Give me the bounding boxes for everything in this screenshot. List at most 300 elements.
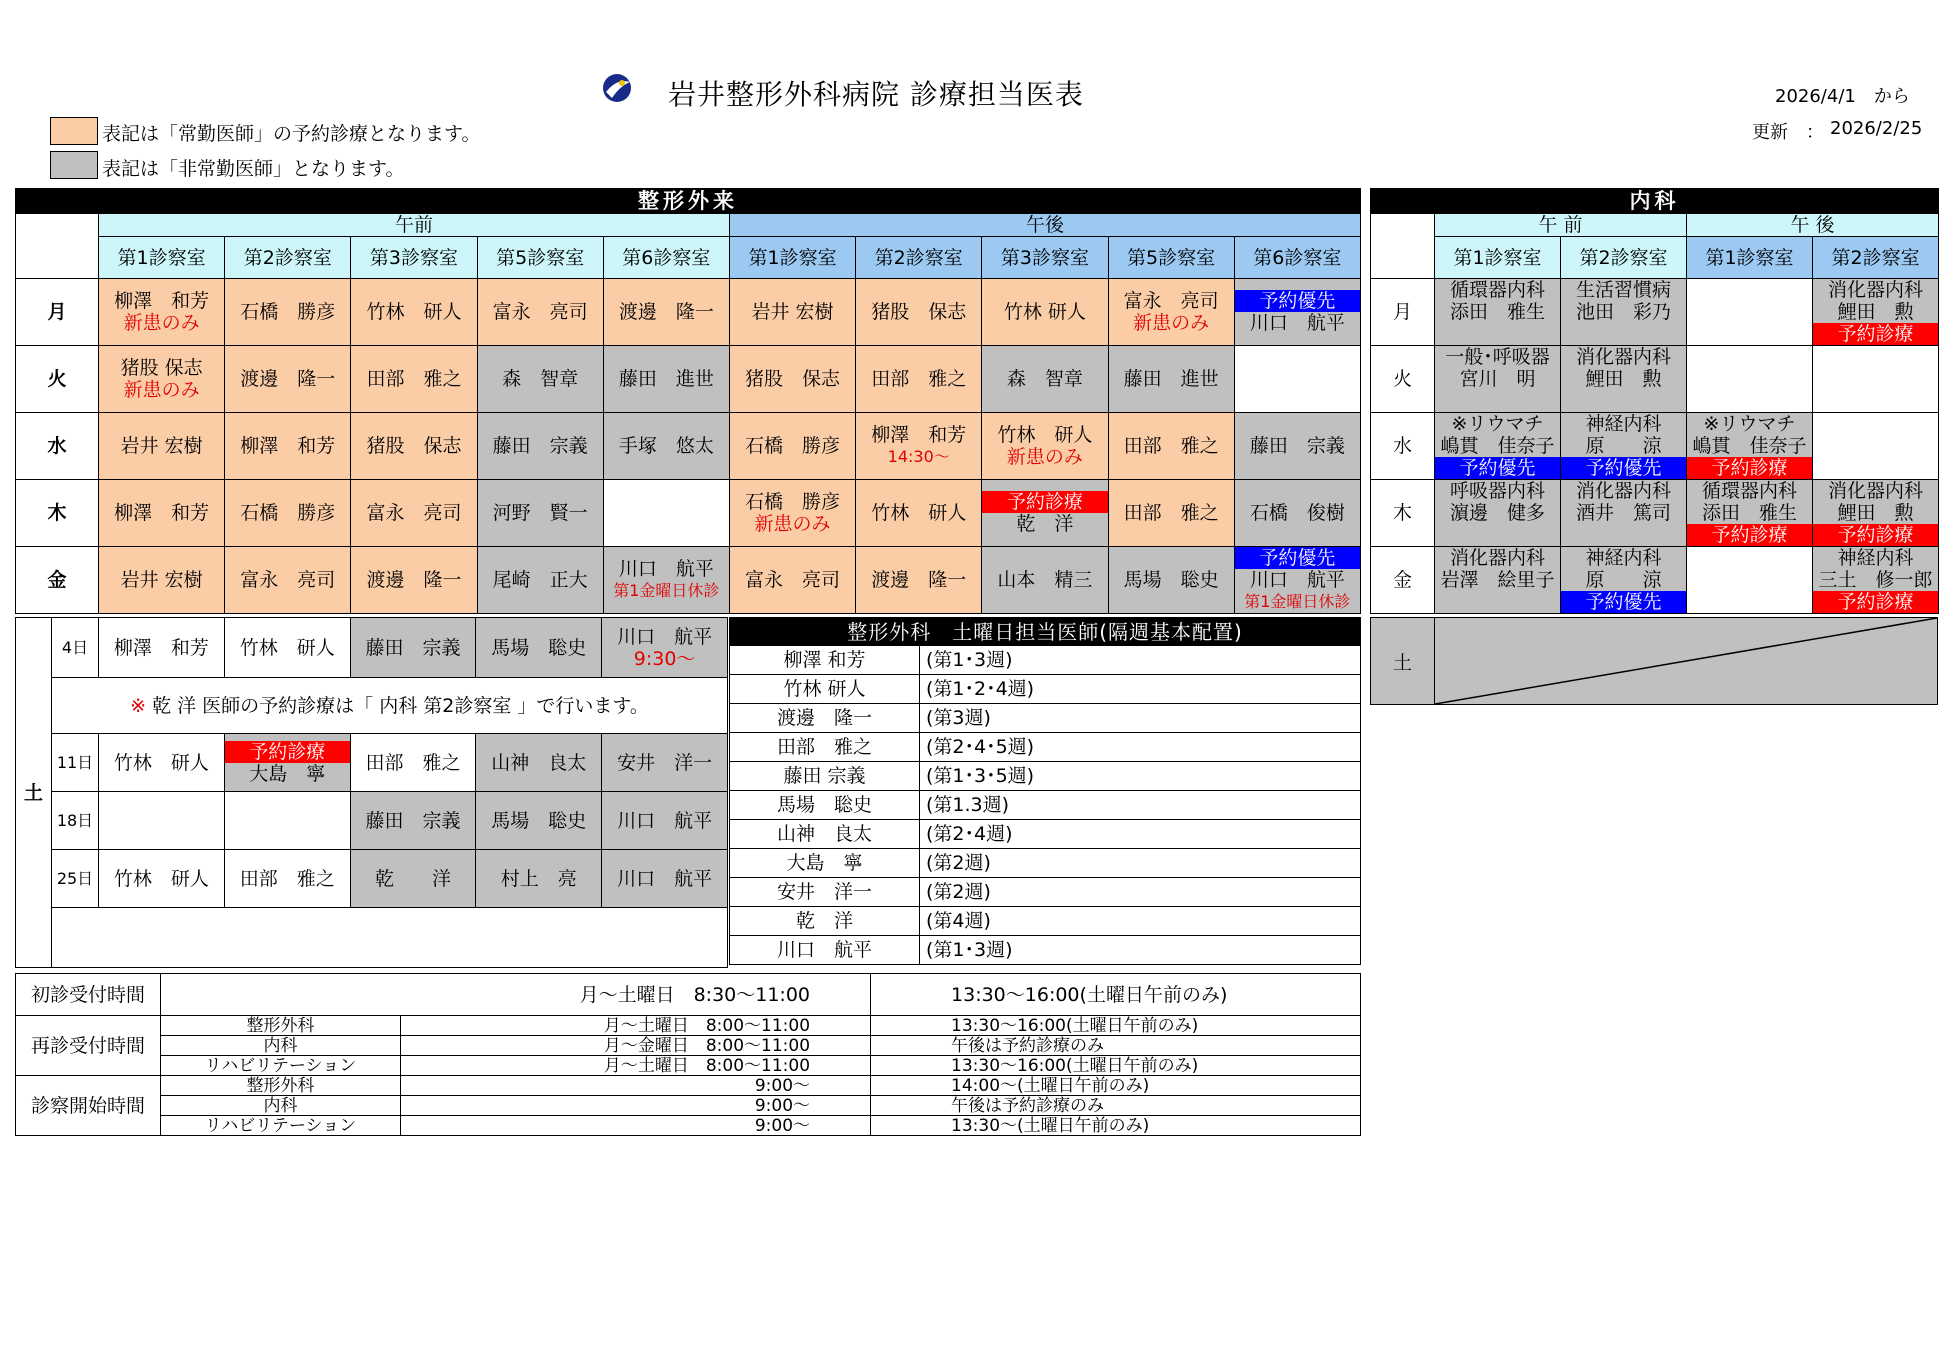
internal-dept: 消化器内科 (1828, 480, 1924, 502)
doctor-name: 森 智章 (502, 368, 579, 390)
internal-doctor-name: 鯉田 勲 (1585, 368, 1662, 390)
doctor-name: 川口 航平 (617, 867, 713, 890)
legend-parttime: 表記は「非常勤医師」となります。 (102, 158, 405, 180)
doctor-note: 第1金曜日休診 (613, 581, 720, 600)
revisit-dept: 内科 (161, 1036, 401, 1056)
internal-doctor-cell (1435, 480, 1561, 547)
sat-doctor-cell (476, 850, 602, 908)
internal-title: 内科 (1371, 189, 1939, 214)
internal-doctor-name: 嶋貫 佳奈子 (1692, 435, 1807, 457)
doctor-name: 猪股 保志 (366, 435, 462, 457)
doctor-note: 14:30～ (887, 447, 950, 466)
internal-dept: 消化器内科 (1449, 547, 1545, 569)
appointment-badge: 予約診療 (1813, 323, 1938, 345)
doctor-name: 乾 洋 (1016, 513, 1074, 535)
priority-badge: 予約優先 (1561, 591, 1686, 613)
sat-doctor-cell (224, 734, 350, 792)
sat-doctor: 竹林 研人 (730, 675, 920, 704)
internal-doctor-name: 鯉田 勲 (1837, 301, 1914, 323)
internal-doctor-cell (1687, 279, 1813, 346)
start-am: 9:00～ (401, 1076, 871, 1096)
doctor-cell (225, 547, 351, 614)
sat-doctor: 馬場 聡史 (730, 791, 920, 820)
internal-doctor-cell (1813, 279, 1939, 346)
doctor-cell (477, 413, 603, 480)
week-date-label: 11日 (52, 734, 99, 792)
first-visit-am: 月～土曜日 8:30～11:00 (161, 974, 871, 1016)
start-pm: 午後は予約診療のみ (871, 1096, 1361, 1116)
doctor-cell (729, 279, 855, 346)
internal-doctor-name: 宮川 明 (1459, 368, 1536, 390)
room-header-am-3: 第3診察室 (351, 237, 477, 279)
doctor-name: 馬場 聡史 (1123, 569, 1219, 591)
doctor-cell (982, 480, 1108, 547)
doctor-cell (603, 279, 729, 346)
sat-doctor-cell (602, 734, 728, 792)
doctor-cell (351, 413, 477, 480)
internal-doctor-cell (1813, 547, 1939, 614)
doctor-cell (729, 346, 855, 413)
doctor-cell (99, 547, 225, 614)
updated-date: 2026/2/25 (1830, 118, 1923, 139)
doctor-note: 第1金曜日休診 (1244, 592, 1351, 611)
doctor-name: 藤田 宗義 (492, 435, 588, 457)
doctor-name: 藤田 宗義 (365, 636, 461, 659)
sat-doctor-cell (476, 792, 602, 850)
doctor-cell (225, 413, 351, 480)
sat-doctor-cell (99, 792, 225, 850)
sat-doctor-cell (224, 850, 350, 908)
internal-doctor-cell (1813, 413, 1939, 480)
ortho-am-header: 午前 (99, 214, 730, 237)
doctor-cell (1234, 279, 1360, 346)
week-date-label: 4日 (52, 618, 99, 678)
saturday-table (15, 617, 728, 968)
sat-doctor-cell (350, 850, 476, 908)
saturday-assignment-table (729, 617, 1361, 965)
priority-badge: 予約優先 (1235, 547, 1360, 569)
internal-doctor-name: 三土 修一郎 (1818, 569, 1933, 591)
doctor-note: 新患のみ (1006, 446, 1083, 468)
room-header-pm-5: 第6診察室 (1234, 237, 1360, 279)
doctor-name: 大島 寧 (249, 762, 326, 785)
doctor-name: 猪股 保志 (745, 368, 841, 390)
doctor-cell (351, 279, 477, 346)
sat-weeks: (第2週) (920, 849, 1361, 878)
sat-weeks: (第1･2･4週) (920, 675, 1361, 704)
doctor-name: 岩井 宏樹 (751, 301, 834, 323)
internal-room-header-4: 第2診察室 (1813, 237, 1939, 279)
doctor-cell (1108, 279, 1234, 346)
sat-doctor-cell (99, 850, 225, 908)
day-label: 木 (16, 480, 99, 547)
ortho-schedule-table (15, 188, 1361, 614)
doctor-cell (225, 279, 351, 346)
internal-pm-header: 午 後 (1687, 214, 1939, 237)
doctor-cell (1234, 547, 1360, 614)
internal-doctor-name: 酒井 篤司 (1575, 502, 1671, 524)
doctor-cell (1108, 480, 1234, 547)
doctor-cell (477, 279, 603, 346)
start-pm: 13:30～(土曜日午前のみ) (871, 1116, 1361, 1136)
legend-parttime-swatch (50, 151, 98, 179)
ortho-pm-header: 午後 (729, 214, 1360, 237)
internal-doctor-cell (1813, 346, 1939, 413)
internal-dept: 循環器内科 (1449, 279, 1545, 301)
internal-dept: 循環器内科 (1701, 480, 1797, 502)
internal-doctor-cell (1687, 346, 1813, 413)
doctor-cell (982, 346, 1108, 413)
internal-day-label: 金 (1371, 547, 1435, 614)
internal-doctor-cell (1435, 346, 1561, 413)
doctor-name: 猪股 保志 (120, 357, 203, 379)
doctor-name: 柳澤 和芳 (871, 424, 967, 446)
doctor-name: 富永 亮司 (240, 569, 336, 591)
appointment-badge: 予約診療 (982, 491, 1107, 513)
sat-doctor-cell (602, 792, 728, 850)
internal-doctor-cell (1561, 413, 1687, 480)
sat-table-title: 整形外科 土曜日担当医師(隔週基本配置) (730, 618, 1361, 646)
internal-doctor-cell (1435, 279, 1561, 346)
doctor-name: 富永 亮司 (1123, 290, 1219, 312)
doctor-cell (603, 480, 729, 547)
doctor-name: 石橋 俊樹 (1249, 502, 1345, 524)
sat-doctor: 柳澤 和芳 (730, 646, 920, 675)
room-header-am-1: 第1診察室 (99, 237, 225, 279)
note-text: 乾 洋 医師の予約診療は「 内科 第2診察室 」で行います。 (146, 694, 649, 717)
doctor-cell (225, 346, 351, 413)
doctor-cell (1234, 346, 1360, 413)
start-pm: 14:00～(土曜日午前のみ) (871, 1076, 1361, 1096)
doctor-cell (856, 480, 982, 547)
internal-doctor-name: 池田 彩乃 (1575, 301, 1671, 323)
doctor-name: 川口 航平 (617, 625, 713, 648)
doctor-name: 石橋 勝彦 (745, 491, 841, 513)
note-mark: ※ (130, 694, 147, 717)
room-header-pm-1: 第1診察室 (729, 237, 855, 279)
internal-room-header-1: 第1診察室 (1435, 237, 1561, 279)
priority-badge: 予約優先 (1435, 457, 1560, 479)
sat-doctor: 乾 洋 (730, 907, 920, 936)
doctor-cell (99, 413, 225, 480)
internal-corner-cell (1371, 214, 1435, 279)
sat-doctor: 田部 雅之 (730, 733, 920, 762)
priority-badge: 予約優先 (1235, 290, 1360, 312)
saturday-note (52, 678, 728, 734)
revisit-dept: 整形外科 (161, 1016, 401, 1036)
doctor-cell (603, 413, 729, 480)
revisit-pm: 午後は予約診療のみ (871, 1036, 1361, 1056)
room-header-pm-4: 第5診察室 (1108, 237, 1234, 279)
legend-fulltime-swatch (50, 117, 98, 145)
doctor-cell (1108, 547, 1234, 614)
doctor-cell (99, 346, 225, 413)
internal-saturday-row (1370, 617, 1938, 705)
hours-table (15, 973, 1361, 1136)
doctor-name: 富永 亮司 (492, 301, 588, 323)
doctor-name: 田部 雅之 (1123, 502, 1219, 524)
room-header-pm-2: 第2診察室 (856, 237, 982, 279)
doctor-name: 竹林 研人 (113, 751, 209, 774)
saturday-label: 土 (16, 618, 52, 968)
internal-dept: 神経内科 (1837, 547, 1914, 569)
room-header-am-2: 第2診察室 (225, 237, 351, 279)
internal-sat-day: 土 (1371, 618, 1435, 704)
day-label: 水 (16, 413, 99, 480)
internal-day-label: 水 (1371, 413, 1435, 480)
start-dept: 内科 (161, 1096, 401, 1116)
doctor-cell (99, 480, 225, 547)
doctor-cell (856, 547, 982, 614)
revisit-am: 月～土曜日 8:00～11:00 (401, 1056, 871, 1076)
doctor-name: 竹林 研人 (1003, 301, 1086, 323)
internal-dept: ※リウマチ (1703, 413, 1796, 435)
doctor-name: 田部 雅之 (1123, 435, 1219, 457)
day-label: 金 (16, 547, 99, 614)
sat-doctor-cell (602, 618, 728, 678)
doctor-name: 富永 亮司 (745, 569, 841, 591)
internal-doctor-cell (1435, 547, 1561, 614)
doctor-name: 柳澤 和芳 (113, 636, 209, 659)
doctor-note: 9:30～ (633, 647, 696, 670)
doctor-name: 乾 洋 (374, 867, 451, 890)
appointment-badge: 予約診療 (225, 741, 350, 763)
doctor-cell (982, 547, 1108, 614)
internal-doctor-cell (1687, 547, 1813, 614)
doctor-name: 藤田 宗義 (1249, 435, 1345, 457)
sat-doctor: 安井 洋一 (730, 878, 920, 907)
internal-day-label: 火 (1371, 346, 1435, 413)
doctor-name: 田部 雅之 (871, 368, 967, 390)
doctor-name: 尾崎 正大 (492, 569, 588, 591)
doctor-cell (351, 346, 477, 413)
internal-doctor-cell (1435, 413, 1561, 480)
sat-doctor-cell (350, 792, 476, 850)
doctor-cell (856, 346, 982, 413)
sat-doctor: 川口 航平 (730, 936, 920, 965)
internal-doctor-name: 添田 雅生 (1449, 301, 1545, 323)
doctor-name: 山本 精三 (997, 569, 1093, 591)
appointment-badge: 予約診療 (1687, 524, 1812, 546)
doctor-name: 竹林 研人 (113, 867, 209, 890)
sat-doctor-cell (224, 792, 350, 850)
revisit-am: 月～土曜日 8:00～11:00 (401, 1016, 871, 1036)
appointment-badge: 予約診療 (1687, 457, 1812, 479)
doctor-cell (856, 413, 982, 480)
sat-weeks: (第1･3週) (920, 646, 1361, 675)
doctor-cell (477, 480, 603, 547)
internal-dept: 神経内科 (1585, 413, 1662, 435)
doctor-cell (351, 547, 477, 614)
doctor-cell (477, 547, 603, 614)
internal-day-label: 木 (1371, 480, 1435, 547)
doctor-cell (351, 480, 477, 547)
doctor-name: 川口 航平 (617, 809, 713, 832)
start-dept: リハビリテーション (161, 1116, 401, 1136)
doctor-name: 渡邊 隆一 (871, 569, 967, 591)
doctor-name: 竹林 研人 (997, 424, 1093, 446)
sat-doctor-cell (224, 618, 350, 678)
ortho-saturday-block (15, 617, 727, 968)
day-label: 月 (16, 279, 99, 346)
sat-doctor-cell (350, 734, 476, 792)
internal-doctor-name: 岩澤 絵里子 (1440, 569, 1555, 591)
doctor-name: 富永 亮司 (366, 502, 462, 524)
internal-am-header: 午 前 (1435, 214, 1687, 237)
doctor-name: 石橋 勝彦 (240, 301, 336, 323)
internal-doctor-cell (1813, 480, 1939, 547)
internal-dept: 呼吸器内科 (1449, 480, 1545, 502)
revisit-label: 再診受付時間 (16, 1016, 161, 1076)
sat-weeks: (第2週) (920, 878, 1361, 907)
doctor-name: 山神 良太 (491, 751, 587, 774)
doctor-name: 岩井 宏樹 (120, 569, 203, 591)
sat-doctor: 藤田 宗義 (730, 762, 920, 791)
doctor-name: 田部 雅之 (365, 751, 461, 774)
hospital-logo (600, 72, 634, 106)
room-header-am-4: 第5診察室 (477, 237, 603, 279)
doctor-cell (477, 346, 603, 413)
doctor-name: 渡邊 隆一 (618, 301, 714, 323)
doctor-cell (603, 547, 729, 614)
sat-weeks: (第4週) (920, 907, 1361, 936)
internal-dept: 生活習慣病 (1575, 279, 1671, 301)
doctor-name: 川口 航平 (618, 558, 714, 580)
doctor-note: 新患のみ (123, 379, 200, 401)
doctor-name: 手塚 悠太 (618, 435, 714, 457)
appointment-badge: 予約診療 (1813, 591, 1938, 613)
doctor-name: 柳澤 和芳 (114, 290, 210, 312)
sat-doctor-cell (99, 618, 225, 678)
doctor-name: 森 智章 (1006, 368, 1083, 390)
internal-dept: 消化器内科 (1828, 279, 1924, 301)
doctor-name: 川口 航平 (1249, 569, 1345, 591)
doctor-name: 藤田 進世 (618, 368, 714, 390)
doctor-name: 馬場 聡史 (491, 636, 587, 659)
doctor-name: 柳澤 和芳 (240, 435, 336, 457)
doctor-cell (1234, 413, 1360, 480)
appointment-badge: 予約診療 (1813, 524, 1938, 546)
internal-room-header-2: 第2診察室 (1561, 237, 1687, 279)
first-visit-pm: 13:30～16:00(土曜日午前のみ) (871, 974, 1361, 1016)
sat-doctor: 山神 良太 (730, 820, 920, 849)
week-date-label: 25日 (52, 850, 99, 908)
doctor-note: 新患のみ (123, 312, 200, 334)
doctor-cell (729, 480, 855, 547)
internal-dept: 神経内科 (1585, 547, 1662, 569)
sat-doctor: 大島 寧 (730, 849, 920, 878)
doctor-cell (982, 279, 1108, 346)
ortho-title: 整形外来 (16, 189, 1361, 214)
internal-dept: ※リウマチ (1451, 413, 1544, 435)
doctor-cell (1108, 346, 1234, 413)
first-visit-label: 初診受付時間 (16, 974, 161, 1016)
start-am: 9:00～ (401, 1096, 871, 1116)
internal-doctor-cell (1561, 346, 1687, 413)
doctor-name: 田部 雅之 (366, 368, 462, 390)
doctor-name: 竹林 研人 (366, 301, 462, 323)
doctor-name: 藤田 宗義 (365, 809, 461, 832)
internal-doctor-cell (1561, 547, 1687, 614)
sat-weeks: (第1.3週) (920, 791, 1361, 820)
sat-weeks: (第2･4週) (920, 820, 1361, 849)
doctor-note: 新患のみ (754, 513, 831, 535)
doctor-name: 渡邊 隆一 (240, 368, 336, 390)
revisit-pm: 13:30～16:00(土曜日午前のみ) (871, 1056, 1361, 1076)
internal-doctor-cell (1561, 480, 1687, 547)
doctor-name: 川口 航平 (1249, 312, 1345, 334)
doctor-cell (856, 279, 982, 346)
doctor-cell (603, 346, 729, 413)
doctor-name: 藤田 進世 (1123, 368, 1219, 390)
sat-doctor-cell (99, 734, 225, 792)
doctor-cell (982, 413, 1108, 480)
internal-doctor-name: 嶋貫 佳奈子 (1440, 435, 1555, 457)
internal-doctor-name: 原 涼 (1585, 569, 1662, 591)
revisit-am: 月～金曜日 8:00～11:00 (401, 1036, 871, 1056)
doctor-name: 田部 雅之 (239, 867, 335, 890)
room-header-pm-3: 第3診察室 (982, 237, 1108, 279)
internal-dept: 消化器内科 (1575, 346, 1671, 368)
sat-weeks: (第1･3週) (920, 936, 1361, 965)
revisit-dept: リハビリテーション (161, 1056, 401, 1076)
doctor-cell (1234, 480, 1360, 547)
doctor-name: 竹林 研人 (871, 502, 967, 524)
doctor-name: 渡邊 隆一 (366, 569, 462, 591)
week-date-label: 18日 (52, 792, 99, 850)
page-title: 岩井整形外科病院 診療担当医表 (668, 78, 1084, 111)
doctor-name: 岩井 宏樹 (120, 435, 203, 457)
internal-doctor-name: 原 涼 (1585, 435, 1662, 457)
start-dept: 整形外科 (161, 1076, 401, 1096)
start-label: 診察開始時間 (16, 1076, 161, 1136)
internal-doctor-name: 添田 雅生 (1701, 502, 1797, 524)
internal-dept: 一般･呼吸器 (1445, 346, 1550, 368)
internal-room-header-3: 第1診察室 (1687, 237, 1813, 279)
sat-doctor-cell (476, 618, 602, 678)
revisit-pm: 13:30～16:00(土曜日午前のみ) (871, 1016, 1361, 1036)
sat-weeks: (第1･3･5週) (920, 762, 1361, 791)
doctor-cell (225, 480, 351, 547)
internal-doctor-cell (1561, 279, 1687, 346)
doctor-name: 柳澤 和芳 (114, 502, 210, 524)
sat-doctor: 渡邊 隆一 (730, 704, 920, 733)
sat-doctor-cell (350, 618, 476, 678)
doctor-note: 新患のみ (1133, 312, 1210, 334)
day-label: 火 (16, 346, 99, 413)
doctor-name: 石橋 勝彦 (745, 435, 841, 457)
legend-fulltime: 表記は「常勤医師」の予約診療となります。 (102, 123, 481, 145)
saturday-empty-row (52, 908, 728, 968)
doctor-name: 馬場 聡史 (491, 809, 587, 832)
internal-doctor-name: 鯉田 勲 (1837, 502, 1914, 524)
internal-doctor-cell (1687, 413, 1813, 480)
doctor-cell (729, 547, 855, 614)
internal-schedule-table (1370, 188, 1939, 614)
room-header-am-5: 第6診察室 (603, 237, 729, 279)
doctor-cell (99, 279, 225, 346)
sat-doctor-cell (476, 734, 602, 792)
updated-label: 更新 ： (1752, 122, 1824, 143)
internal-doctor-name: 濵邊 健多 (1449, 502, 1545, 524)
sat-diagonal-line (1435, 618, 1937, 704)
doctor-name: 安井 洋一 (617, 751, 713, 774)
sat-weeks: (第2･4･5週) (920, 733, 1361, 762)
start-am: 9:00～ (401, 1116, 871, 1136)
internal-dept: 消化器内科 (1575, 480, 1671, 502)
doctor-name: 猪股 保志 (871, 301, 967, 323)
sat-doctor-cell (602, 850, 728, 908)
